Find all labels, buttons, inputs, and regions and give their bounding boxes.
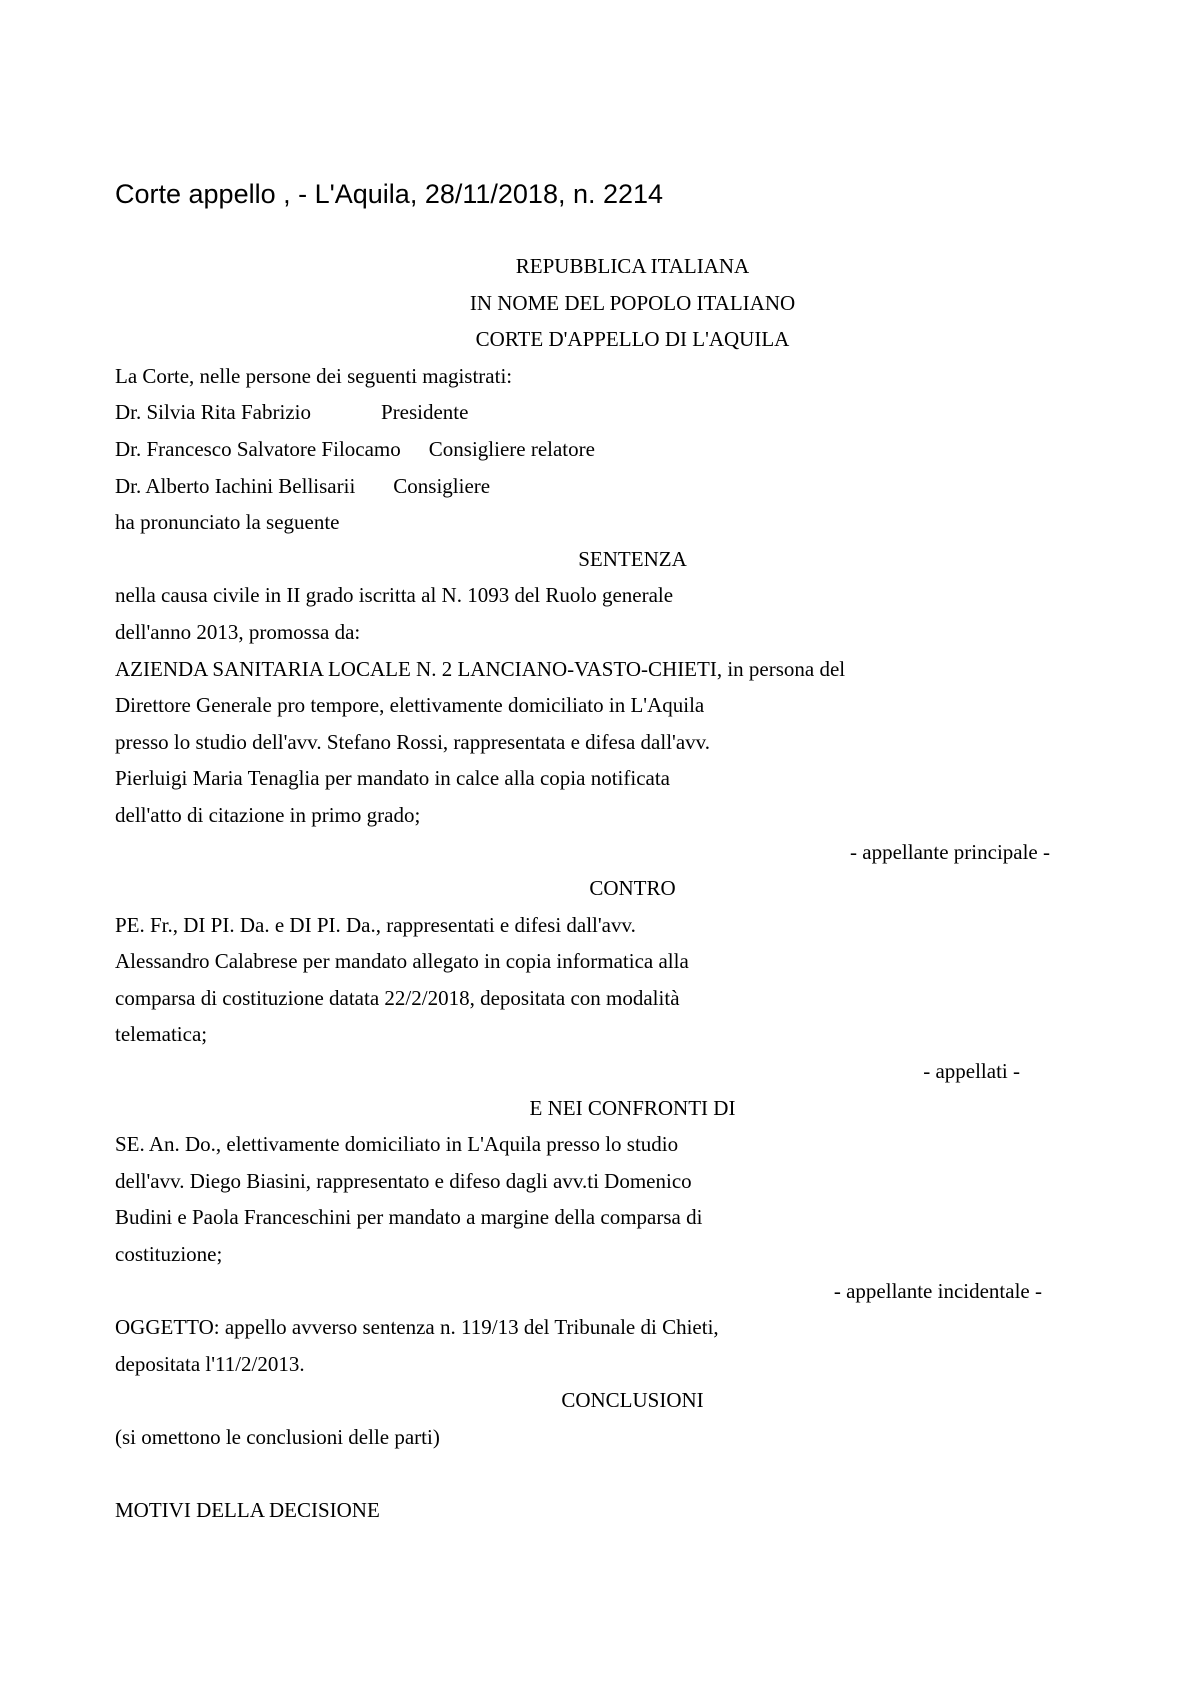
judge-role: Consigliere relatore — [428, 436, 595, 461]
heading-motivi: MOTIVI DELLA DECISIONE — [115, 1498, 380, 1523]
heading-confronti: E NEI CONFRONTI DI — [529, 1095, 736, 1120]
third-party-line: Budini e Paola Franceschini per mandato a margine della comparsa di — [115, 1205, 703, 1230]
appellant-line: Direttore Generale pro tempore, elettivamente domiciliato in L'Aquila — [115, 693, 705, 718]
appellees-line: comparsa di costituzione datata 22/2/2018, depositata con modalità — [115, 985, 680, 1010]
causa-line: dell'anno 2013, promossa da: — [115, 619, 361, 644]
appellees-line: Alessandro Calabrese per mandato allegato in copia informatica alla — [115, 949, 689, 974]
third-party-line: dell'avv. Diego Biasini, rappresentato e difeso dagli avv.ti Domenico — [115, 1168, 692, 1193]
causa-line: nella causa civile in II grado iscritta al N. 1093 del Ruolo generale — [115, 583, 674, 608]
judge-name: Dr. Francesco Salvatore Filocamo — [115, 436, 401, 461]
document-title: Corte appello , - L'Aquila, 28/11/2018, n. 2214 — [115, 179, 664, 209]
judge-role: Consigliere — [393, 473, 491, 498]
oggetto-line: OGGETTO: appello avverso sentenza n. 119/13 del Tribunale di Chieti, — [115, 1315, 719, 1340]
appellees-line: telematica; — [115, 1022, 208, 1047]
conclusioni-text: (si omettono le conclusioni delle parti) — [115, 1425, 440, 1449]
document-body — [115, 248, 1050, 1529]
appellant-line: dell'atto di citazione in primo grado; — [115, 802, 421, 827]
third-party-line: SE. An. Do., elettivamente domiciliato in L'Aquila presso lo studio — [115, 1132, 679, 1157]
oggetto-line: depositata l'11/2/2013. — [115, 1351, 305, 1376]
judge-row — [115, 394, 1050, 431]
blank-line — [115, 1456, 1050, 1493]
header-court: CORTE D'APPELLO DI L'AQUILA — [475, 327, 790, 352]
pronounced-text: ha pronunciato la seguente — [115, 510, 340, 535]
third-party-line: costituzione; — [115, 1242, 223, 1267]
appellant-line: Pierluigi Maria Tenaglia per mandato in calce alla copia notificata — [115, 766, 670, 791]
heading-conclusioni: CONCLUSIONI — [561, 1388, 704, 1413]
appellant-role: - appellante principale - — [850, 839, 1050, 864]
heading-sentenza: SENTENZA — [578, 546, 687, 571]
header-republic: REPUBBLICA ITALIANA — [515, 254, 750, 278]
heading-contro: CONTRO — [589, 876, 676, 901]
third-party-role: - appellante incidentale - — [833, 1278, 1042, 1303]
judge-row — [115, 468, 1050, 505]
appellees-line: PE. Fr., DI PI. Da. e DI PI. Da., rappresentati e difesi dall'avv. — [115, 912, 636, 937]
header-in-name-of-people: IN NOME DEL POPOLO ITALIANO — [469, 290, 796, 315]
intro-text: La Corte, nelle persone dei seguenti magistrati: — [115, 363, 513, 388]
judge-role: Presidente — [380, 400, 469, 425]
appellant-line: AZIENDA SANITARIA LOCALE N. 2 LANCIANO-VASTO-CHIETI, in persona del — [115, 656, 846, 681]
judge-name: Dr. Silvia Rita Fabrizio — [115, 400, 311, 425]
judge-name: Dr. Alberto Iachini Bellisarii — [115, 473, 356, 498]
judge-row — [115, 431, 1050, 468]
appellees-role: - appellati - — [923, 1059, 1020, 1084]
appellant-line: presso lo studio dell'avv. Stefano Rossi, rappresentata e difesa dall'avv. — [115, 729, 711, 754]
